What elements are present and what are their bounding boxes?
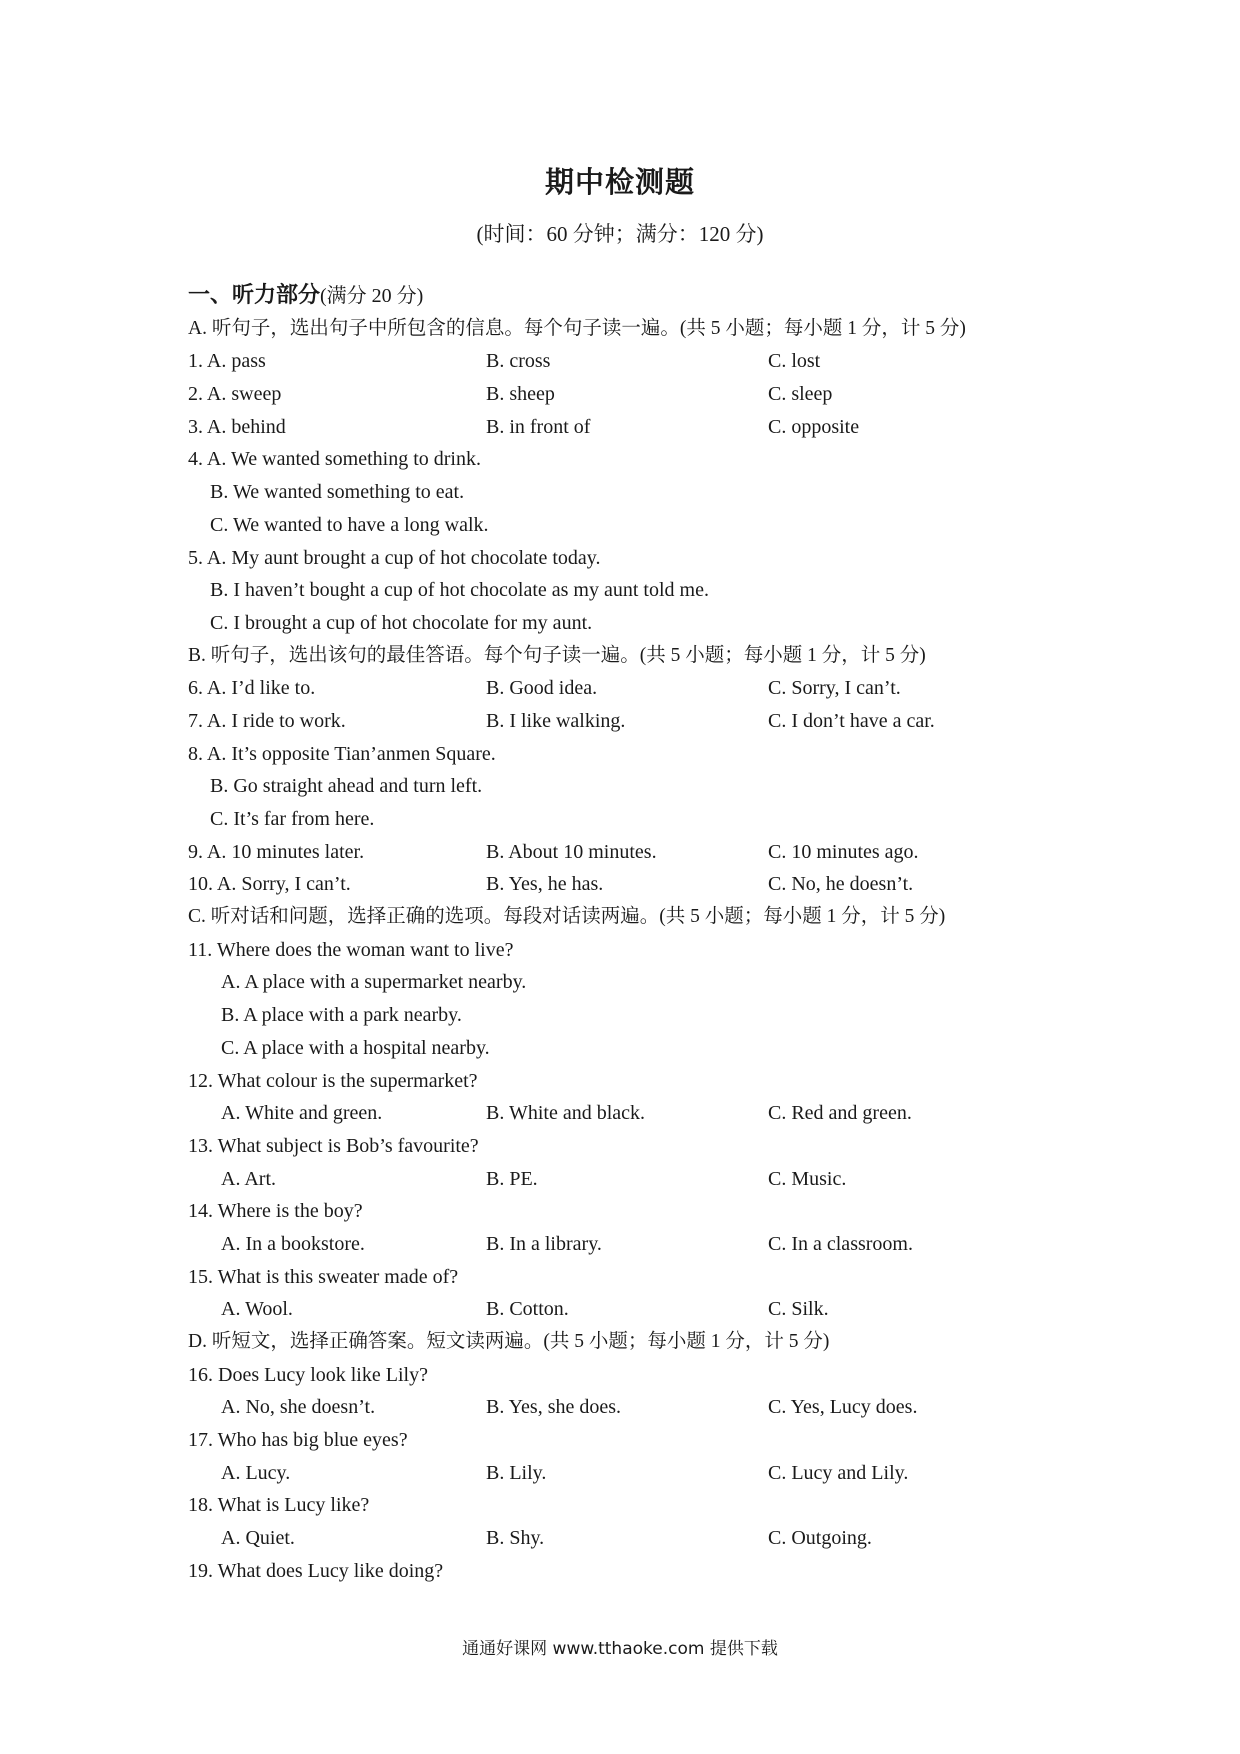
section-note: (满分 20 分) <box>320 285 424 307</box>
option-line: C. It’s far from here. <box>210 808 375 830</box>
question-line: 19. What does Lucy like doing? <box>188 1559 444 1582</box>
options-row <box>188 672 1068 705</box>
option-b: B. Cotton. <box>486 1298 569 1321</box>
question-line: 14. Where is the boy? <box>188 1200 363 1223</box>
option-a: A. Art. <box>221 1167 276 1190</box>
options-row <box>188 868 1068 901</box>
option-c: C. Yes, Lucy does. <box>768 1396 918 1419</box>
option-b: B. Lily. <box>486 1461 547 1484</box>
option-a: 3. A. behind <box>188 415 286 438</box>
option-c: C. Sorry, I can’t. <box>768 677 901 700</box>
question-line: 16. Does Lucy look like Lily? <box>188 1363 428 1386</box>
option-c: C. 10 minutes ago. <box>768 840 919 863</box>
option-b: B. In a library. <box>486 1232 602 1255</box>
option-c: C. Silk. <box>768 1298 829 1321</box>
option-c: C. Outgoing. <box>768 1527 872 1550</box>
option-b: B. About 10 minutes. <box>486 840 657 863</box>
option-a: A. Lucy. <box>221 1461 291 1484</box>
option-a: 7. A. I ride to work. <box>188 709 346 732</box>
options-row <box>188 1163 1068 1196</box>
question-line: 15. What is this sweater made of? <box>188 1265 459 1288</box>
option-line: B. I haven’t bought a cup of hot chocolate as my aunt told me. <box>210 579 709 602</box>
part-instruction: C. 听对话和问题，选择正确的选项。每段对话读两遍。(共 5 小题；每小题 1 分，计 5 分) <box>188 906 946 928</box>
options-row <box>188 836 1068 869</box>
option-line: C. We wanted to have a long walk. <box>210 513 489 536</box>
question-line: 8. A. It’s opposite Tian’anmen Square. <box>188 742 496 765</box>
question-line: 11. Where does the woman want to live? <box>188 938 514 961</box>
option-c: C. No, he doesn’t. <box>768 873 914 896</box>
option-a: A. Quiet. <box>221 1527 295 1550</box>
option-b: B. Shy. <box>486 1527 545 1550</box>
options-row <box>188 705 1068 738</box>
option-c: C. Red and green. <box>768 1102 912 1125</box>
part-instruction: D. 听短文，选择正确答案。短文读两遍。(共 5 小题；每小题 1 分，计 5 分) <box>188 1331 830 1352</box>
option-line: A. A place with a supermarket nearby. <box>221 971 527 994</box>
option-b: B. I like walking. <box>486 709 626 732</box>
option-a: A. In a bookstore. <box>221 1232 365 1255</box>
option-line: B. We wanted something to eat. <box>210 481 465 504</box>
option-b: B. sheep <box>486 383 555 406</box>
page-subtitle: (时间：60 分钟；满分：120 分) <box>476 222 764 246</box>
question-line: 5. A. My aunt brought a cup of hot chocolate today. <box>188 546 601 569</box>
option-c: C. In a classroom. <box>768 1232 913 1255</box>
option-a: A. Wool. <box>221 1298 293 1321</box>
option-c: C. opposite <box>768 415 860 438</box>
options-row <box>188 1391 1068 1424</box>
option-c: C. Music. <box>768 1167 847 1190</box>
part-instruction: A. 听句子，选出句子中所包含的信息。每个句子读一遍。(共 5 小题；每小题 1 分，计 5 分) <box>188 317 966 339</box>
option-a: 6. A. I’d like to. <box>188 677 316 700</box>
question-line: 18. What is Lucy like? <box>188 1494 370 1517</box>
option-a: 9. A. 10 minutes later. <box>188 840 365 863</box>
option-c: C. I don’t have a car. <box>768 709 935 732</box>
options-row <box>188 411 1068 444</box>
option-b: B. PE. <box>486 1167 538 1190</box>
options-row <box>188 378 1068 411</box>
question-line: 17. Who has big blue eyes? <box>188 1429 408 1452</box>
footer-download-note: 通通好课网 www.tthaoke.com 提供下载 <box>462 1639 778 1659</box>
page-title: 期中检测题 <box>544 165 695 199</box>
option-line: B. A place with a park nearby. <box>221 1004 462 1027</box>
option-c: C. lost <box>768 350 821 373</box>
option-c: C. sleep <box>768 383 833 406</box>
section-title: 一、听力部分 <box>188 283 321 308</box>
option-b: B. White and black. <box>486 1102 646 1125</box>
question-line: 4. A. We wanted something to drink. <box>188 448 481 471</box>
option-line: C. I brought a cup of hot chocolate for my aunt. <box>210 611 593 634</box>
options-row <box>188 1228 1068 1261</box>
option-a: A. No, she doesn’t. <box>221 1396 376 1419</box>
option-b: B. Good idea. <box>486 677 598 700</box>
question-line: 13. What subject is Bob’s favourite? <box>188 1134 479 1157</box>
option-a: 1. A. pass <box>188 350 266 373</box>
section-heading <box>188 280 1068 313</box>
part-instruction: B. 听句子，选出该句的最佳答语。每个句子读一遍。(共 5 小题；每小题 1 分，计 5 分) <box>188 644 926 666</box>
option-b: B. Yes, he has. <box>486 873 604 896</box>
question-line: 12. What colour is the supermarket? <box>188 1069 478 1092</box>
options-row <box>188 1457 1068 1490</box>
options-row <box>188 345 1068 378</box>
option-a: 10. A. Sorry, I can’t. <box>188 873 351 896</box>
option-b: B. in front of <box>486 415 591 438</box>
options-row <box>188 1097 1068 1130</box>
option-c: C. Lucy and Lily. <box>768 1461 909 1484</box>
options-row <box>188 1522 1068 1555</box>
option-line: B. Go straight ahead and turn left. <box>210 775 483 798</box>
options-row <box>188 1293 1068 1326</box>
option-b: B. cross <box>486 350 551 373</box>
option-a: 2. A. sweep <box>188 383 282 406</box>
option-b: B. Yes, she does. <box>486 1396 622 1419</box>
exam-content <box>188 280 1068 1588</box>
option-a: A. White and green. <box>221 1102 383 1125</box>
option-line: C. A place with a hospital nearby. <box>221 1036 490 1059</box>
